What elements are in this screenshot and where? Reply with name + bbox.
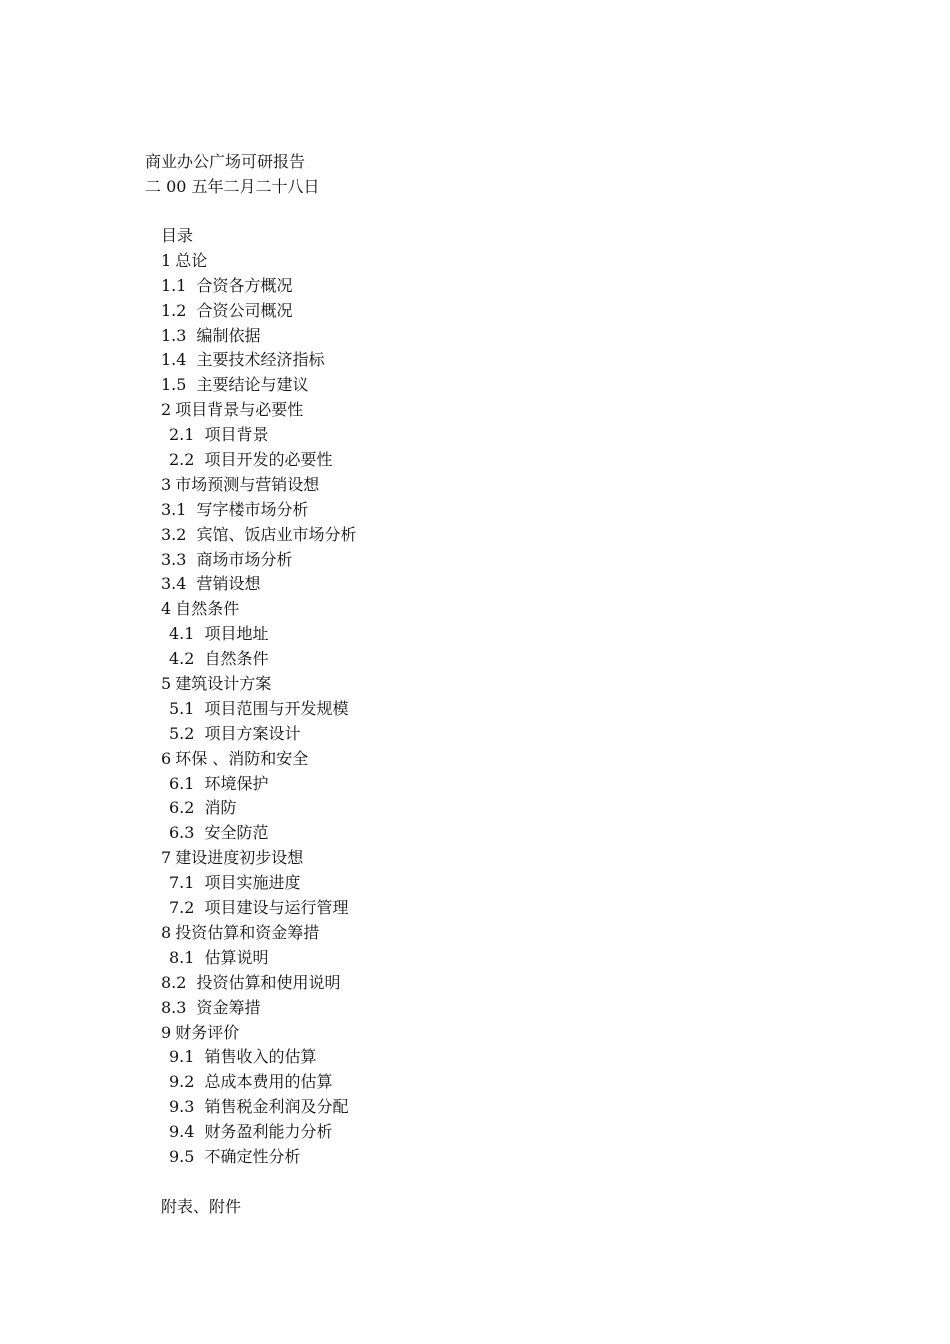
toc-appendix: 附表、附件	[161, 1196, 242, 1216]
toc-item	[161, 672, 356, 697]
toc-item	[161, 348, 356, 373]
toc-item-text: 项目实施进度	[204, 873, 301, 893]
toc-item	[161, 498, 356, 523]
toc-item-text: 项目背景与必要性	[175, 400, 304, 420]
toc-item-text: 环保 、消防和安全	[175, 748, 309, 768]
toc-item	[161, 373, 356, 398]
toc-item-number: 9.3	[169, 1097, 195, 1117]
toc-item-text: 财务评价	[175, 1022, 240, 1042]
toc-item-text: 不确定性分析	[204, 1146, 301, 1166]
toc-item	[161, 722, 356, 747]
toc-item	[161, 324, 356, 349]
toc-item-number: 6.1	[169, 773, 195, 793]
toc-item-text: 项目地址	[204, 624, 269, 644]
toc-item-text: 投资估算和使用说明	[196, 972, 341, 992]
toc-item-number: 2	[161, 400, 172, 420]
toc-item-text: 安全防范	[204, 823, 269, 843]
toc-item-number: 9.5	[169, 1146, 195, 1166]
toc-item	[161, 1120, 356, 1145]
toc-item-text: 商场市场分析	[196, 549, 293, 569]
toc-item-number: 9.4	[169, 1122, 195, 1142]
toc-item-number: 2.1	[169, 425, 195, 445]
toc-item	[161, 1045, 356, 1070]
toc-item	[161, 796, 356, 821]
toc-item-number: 5	[161, 674, 172, 694]
toc-item-text: 项目开发的必要性	[204, 450, 333, 470]
toc-item	[161, 697, 356, 722]
toc-item-text: 主要结论与建议	[196, 375, 309, 395]
table-of-contents	[161, 224, 356, 1220]
toc-item-number: 1	[161, 250, 172, 270]
toc-item	[161, 299, 356, 324]
toc-item	[161, 1070, 356, 1095]
toc-item-number: 1.5	[161, 375, 187, 395]
toc-heading: 目录	[161, 226, 194, 245]
toc-item	[161, 1095, 356, 1120]
toc-item	[161, 622, 356, 647]
toc-gap	[161, 1170, 356, 1195]
toc-item-number: 7.2	[169, 898, 195, 918]
toc-item-text: 主要技术经济指标	[196, 350, 325, 370]
toc-item-number: 4.2	[169, 649, 195, 669]
toc-item	[161, 871, 356, 896]
toc-item-number: 3.4	[161, 574, 187, 594]
toc-item	[161, 398, 356, 423]
toc-item	[161, 249, 356, 274]
toc-item	[161, 1145, 356, 1170]
toc-item-number: 1.2	[161, 300, 187, 320]
toc-item-number: 1.3	[161, 325, 187, 345]
toc-item-number: 8.1	[169, 947, 195, 967]
toc-item-number: 5.2	[169, 723, 195, 743]
toc-item-text: 项目建设与运行管理	[204, 898, 349, 918]
toc-item	[161, 473, 356, 498]
document-date: 二 00 五年二月二十八日	[145, 176, 320, 196]
toc-item-text: 建筑设计方案	[175, 674, 272, 694]
toc-item	[161, 523, 356, 548]
toc-item-number: 1.1	[161, 275, 187, 295]
toc-item-text: 合资公司概况	[196, 300, 293, 320]
toc-item	[161, 1021, 356, 1046]
toc-item-text: 宾馆、饭店业市场分析	[196, 524, 357, 544]
toc-item	[161, 772, 356, 797]
toc-item-number: 6.3	[169, 823, 195, 843]
toc-item-text: 建设进度初步设想	[175, 848, 304, 868]
toc-item-text: 市场预测与营销设想	[175, 474, 320, 494]
toc-item-number: 4.1	[169, 624, 195, 644]
toc-item-text: 项目背景	[204, 425, 269, 445]
toc-item-text: 项目范围与开发规模	[204, 698, 349, 718]
toc-item	[161, 971, 356, 996]
toc-item-text: 合资各方概况	[196, 275, 293, 295]
toc-item	[161, 946, 356, 971]
toc-item	[161, 647, 356, 672]
toc-item-number: 7.1	[169, 873, 195, 893]
toc-item-number: 9.1	[169, 1047, 195, 1067]
toc-item-text: 自然条件	[175, 599, 240, 619]
toc-item-number: 7	[161, 848, 172, 868]
toc-item	[161, 846, 356, 871]
document-header	[145, 150, 320, 200]
toc-item-number: 1.4	[161, 350, 187, 370]
toc-item	[161, 423, 356, 448]
toc-item-number: 6	[161, 748, 172, 768]
toc-item-number: 8.3	[161, 997, 187, 1017]
toc-item-number: 3	[161, 474, 172, 494]
toc-item-text: 财务盈利能力分析	[204, 1122, 333, 1142]
toc-item-number: 2.2	[169, 450, 195, 470]
toc-item-number: 3.2	[161, 524, 187, 544]
toc-item-text: 项目方案设计	[204, 723, 301, 743]
toc-item-text: 营销设想	[196, 574, 261, 594]
toc-item	[161, 572, 356, 597]
toc-item-number: 8.2	[161, 972, 187, 992]
toc-item-number: 9	[161, 1022, 172, 1042]
toc-item-text: 投资估算和资金筹措	[175, 922, 320, 942]
toc-item-number: 9.2	[169, 1072, 195, 1092]
toc-item-text: 销售税金利润及分配	[204, 1097, 349, 1117]
toc-item	[161, 747, 356, 772]
toc-item	[161, 921, 356, 946]
toc-item-text: 估算说明	[204, 947, 269, 967]
toc-item-number: 3.1	[161, 499, 187, 519]
toc-item-number: 5.1	[169, 698, 195, 718]
toc-item-text: 总成本费用的估算	[204, 1072, 333, 1092]
toc-item-text: 自然条件	[204, 649, 269, 669]
toc-item-number: 4	[161, 599, 172, 619]
toc-item	[161, 996, 356, 1021]
toc-item	[161, 548, 356, 573]
toc-item-number: 6.2	[169, 798, 195, 818]
toc-item-text: 资金筹措	[196, 997, 261, 1017]
toc-item	[161, 448, 356, 473]
toc-item-text: 写字楼市场分析	[196, 499, 309, 519]
toc-item	[161, 896, 356, 921]
toc-item-number: 3.3	[161, 549, 187, 569]
toc-item-number: 8	[161, 922, 172, 942]
toc-item	[161, 597, 356, 622]
toc-item-text: 消防	[204, 798, 237, 818]
toc-item	[161, 274, 356, 299]
toc-item-text: 总论	[175, 250, 208, 270]
toc-item-text: 编制依据	[196, 325, 261, 345]
toc-item	[161, 821, 356, 846]
toc-item-text: 销售收入的估算	[204, 1047, 317, 1067]
document-title: 商业办公广场可研报告	[145, 152, 306, 171]
toc-item-list	[161, 249, 356, 1170]
toc-item-text: 环境保护	[204, 773, 269, 793]
